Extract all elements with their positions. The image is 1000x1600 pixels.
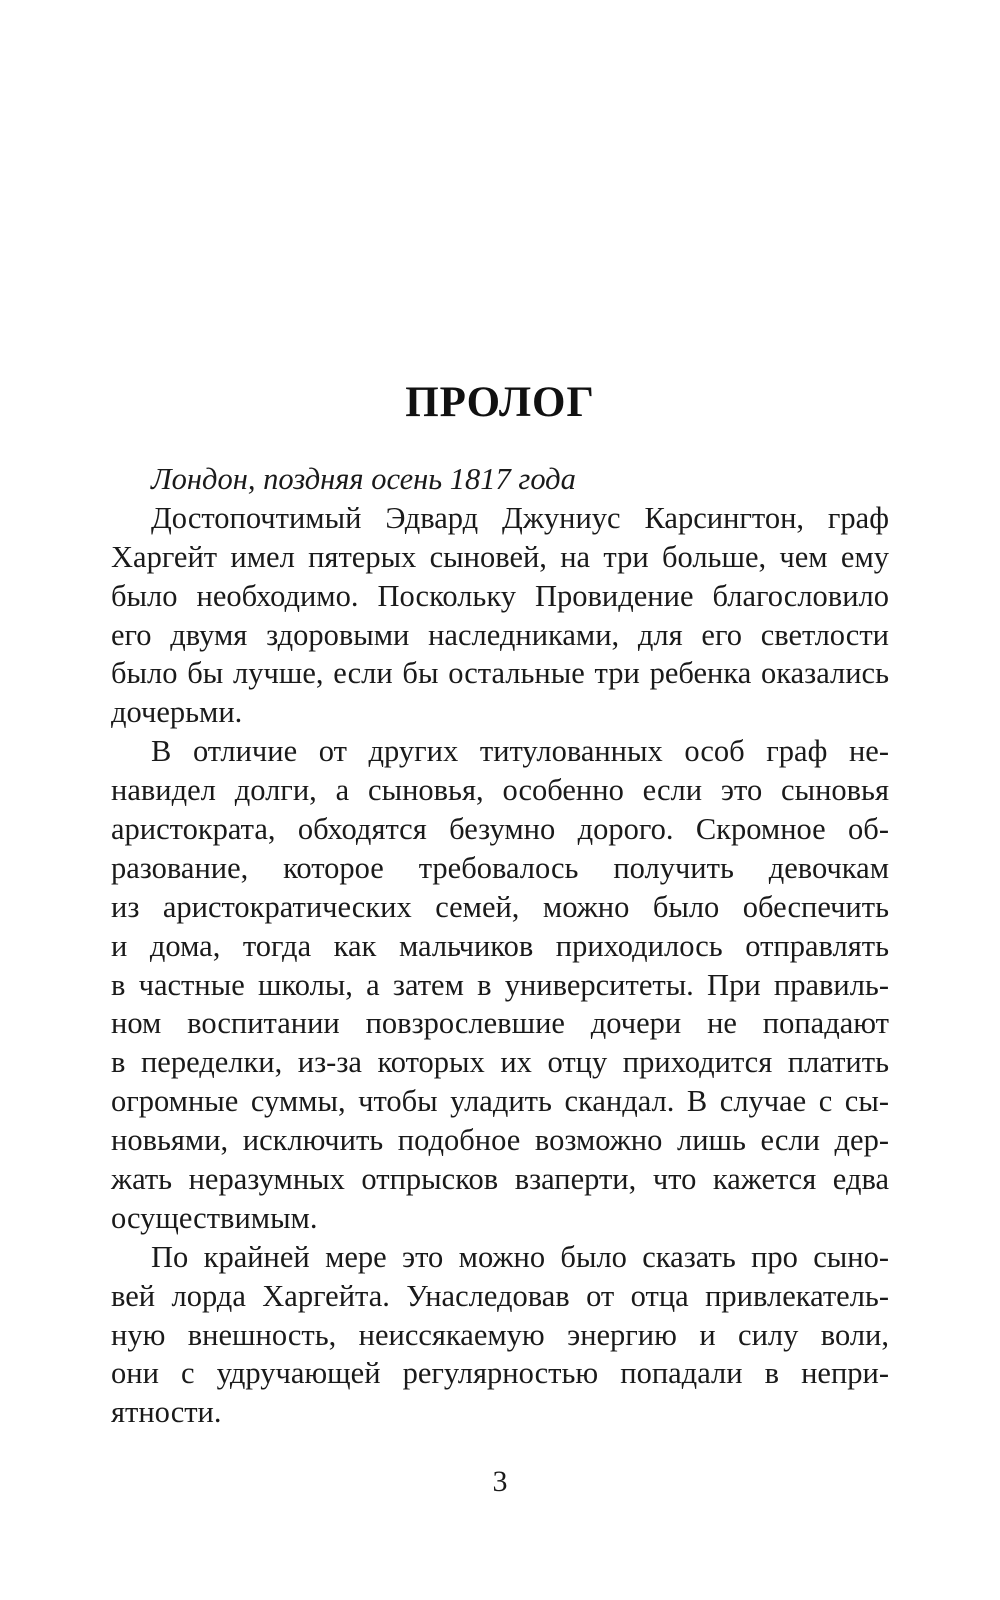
text-line: жать неразумных отпрысков взаперти, что кажется едва — [111, 1162, 889, 1197]
text-line: осуществимым. — [111, 1200, 318, 1235]
text-line: в переделки, из-за которых их отцу приходится платить — [111, 1045, 889, 1080]
text-line: разование, которое требовалось получить девочкам — [111, 850, 889, 885]
text-line: было необходимо. Поскольку Провидение благословило — [111, 578, 889, 613]
text-line: Харгейт имел пятерых сыновей, на три больше, чем ему — [111, 539, 889, 574]
chapter-title: ПРОЛОГ — [405, 379, 595, 426]
text-line: они с удручающей регулярностью попадали в непри- — [111, 1356, 889, 1391]
text-line: в частные школы, а затем в университеты. При правиль- — [111, 967, 889, 1002]
text-line: новьями, исключить подобное возможно лишь если дер- — [111, 1123, 889, 1158]
paragraph-3 — [111, 1238, 889, 1432]
text-line: и дома, тогда как мальчиков приходилось отправлять — [111, 928, 889, 963]
text-line: дочерьми. — [111, 695, 243, 730]
text-line: ном воспитании повзрослевшие дочери не попадают — [111, 1006, 889, 1041]
text-line: вей лорда Харгейта. Унаследовав от отца привлекатель- — [111, 1278, 889, 1313]
text-line: из аристократических семей, можно было обеспечить — [111, 889, 889, 924]
paragraph-2 — [111, 732, 889, 1238]
text-line: аристократа, обходятся безумно дорого. Скромное об- — [111, 812, 889, 847]
text-line: ятности. — [111, 1395, 222, 1430]
text-line: было бы лучше, если бы остальные три ребенка оказались — [111, 656, 889, 691]
page-number: 3 — [492, 1465, 508, 1498]
text-line: навидел долги, а сыновья, особенно если это сыновья — [111, 773, 889, 808]
text-line: его двумя здоровыми наследниками, для его светлости — [111, 617, 889, 652]
text-line: огромные суммы, чтобы уладить скандал. В случае с сы- — [111, 1084, 889, 1119]
text-line: По крайней мере это можно было сказать про сыно- — [151, 1239, 889, 1274]
epigraph: Лондон, поздняя осень 1817 года — [151, 462, 576, 496]
paragraph-1 — [111, 499, 889, 732]
text-line: В отличие от других титулованных особ граф не- — [151, 734, 889, 769]
text-line: Достопочтимый Эдвард Джуниус Карсингтон, граф — [151, 500, 889, 535]
text-block — [111, 460, 889, 1432]
text-line: ную внешность, неиссякаемую энергию и силу воли, — [111, 1317, 889, 1352]
